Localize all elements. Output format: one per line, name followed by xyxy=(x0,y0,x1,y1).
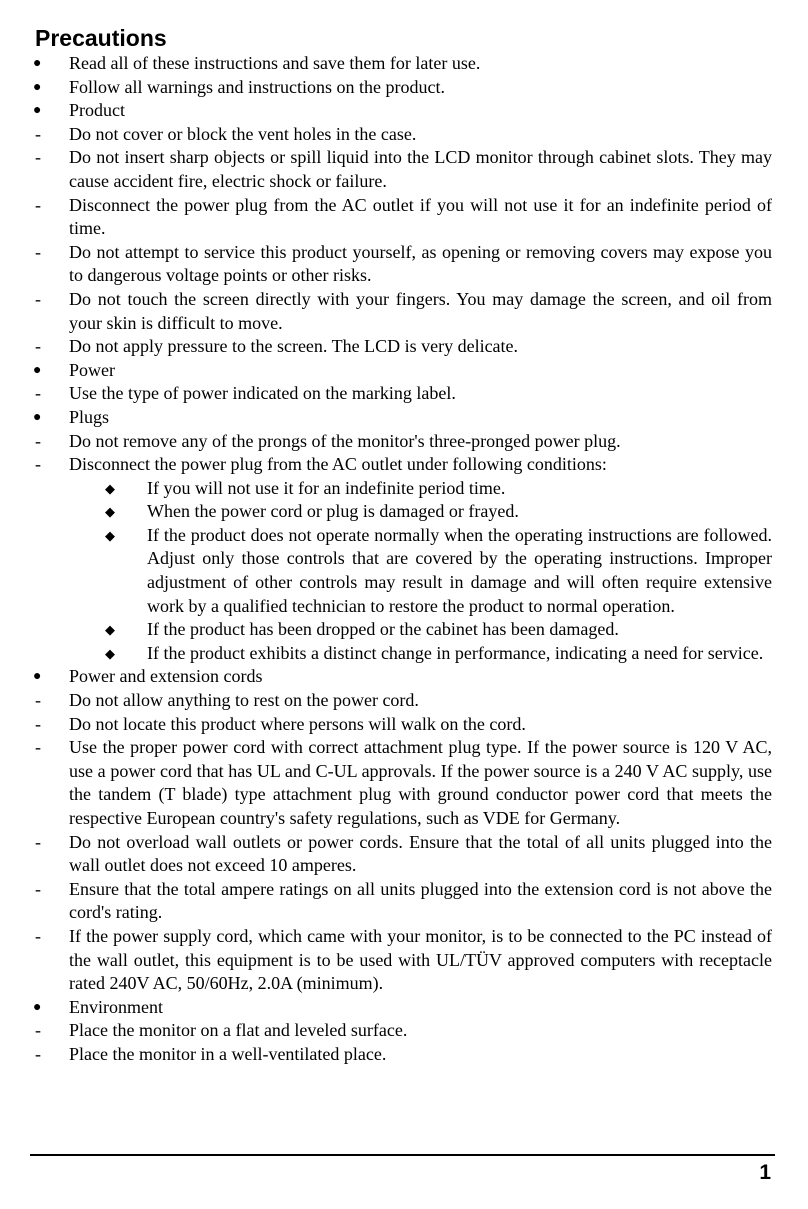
dash-marker-icon: - xyxy=(35,383,41,404)
list-item xyxy=(0,241,808,288)
footer-divider xyxy=(30,1154,775,1156)
list-item xyxy=(0,288,808,335)
list-item xyxy=(0,665,808,689)
list-item-text: Read all of these instructions and save them for later use. xyxy=(69,53,481,73)
list-item-text: Do not attempt to service this product yourself, as opening or removing covers may expose you to dangerous voltage points or other risks. xyxy=(69,241,772,286)
list-item-text: Use the type of power indicated on the marking label. xyxy=(69,383,456,404)
list-item-text: Do not insert sharp objects or spill liquid into the LCD monitor through cabinet slots. They may cause accident fire, electric shock or failure. xyxy=(69,147,772,191)
list-item xyxy=(0,430,808,454)
list-item-text: If the product exhibits a distinct change in performance, indicating a need for service. xyxy=(147,642,764,663)
dash-marker-icon: - xyxy=(35,1020,41,1041)
sub-list-item xyxy=(0,500,808,524)
dash-marker-icon: - xyxy=(35,194,41,215)
bullet-marker-icon: ● xyxy=(33,999,42,1015)
list-item xyxy=(0,76,808,100)
diamond-marker-icon: ◆ xyxy=(105,645,115,661)
list-item xyxy=(0,689,808,713)
list-item xyxy=(0,406,808,430)
dash-marker-icon: - xyxy=(35,831,41,852)
list-item xyxy=(0,99,808,123)
page-number: 1 xyxy=(759,1161,771,1184)
list-item-text: Do not apply pressure to the screen. The LCD is very delicate. xyxy=(69,336,519,357)
list-item-text: Use the proper power cord with correct attachment plug type. If the power source is 120 V AC, use a power cord that has UL and C-UL approvals. If the power source is a 240 V AC supply, use the tandem (T blade) type attachment plug with ground conductor power cord that meets the respective European country's safety regulations, such as VDE for Germany. xyxy=(69,737,772,828)
bullet-marker-icon: ● xyxy=(33,409,42,425)
diamond-marker-icon: ◆ xyxy=(105,480,115,496)
list-item xyxy=(0,194,808,241)
list-item-text: Product xyxy=(69,100,125,121)
list-item-text: Do not cover or block the vent holes in the case. xyxy=(69,123,417,144)
dash-marker-icon: - xyxy=(35,454,41,475)
list-item xyxy=(0,831,808,878)
list-item xyxy=(0,713,808,737)
precautions-list xyxy=(0,52,808,1067)
dash-marker-icon: - xyxy=(35,878,41,899)
list-item xyxy=(0,382,808,406)
list-item-text: Ensure that the total ampere ratings on all units plugged into the extension cord is not above the cord's rating. xyxy=(69,878,772,923)
list-item xyxy=(0,453,808,477)
bullet-marker-icon: ● xyxy=(33,362,42,378)
dash-marker-icon: - xyxy=(35,1043,41,1064)
bullet-marker-icon: ● xyxy=(33,103,42,119)
list-item-text: Place the monitor on a flat and leveled surface. xyxy=(69,1020,408,1041)
list-item xyxy=(0,1043,808,1067)
list-item-text: Do not remove any of the prongs of the monitor's three-pronged power plug. xyxy=(69,430,621,451)
list-item xyxy=(0,736,808,830)
list-item-text: Power xyxy=(69,359,115,380)
list-item-text: If you will not use it for an indefinite period time. xyxy=(147,477,506,498)
list-item-text: Power and extension cords xyxy=(69,666,263,687)
diamond-marker-icon: ◆ xyxy=(105,504,115,520)
list-item xyxy=(0,146,808,193)
list-item-text: Disconnect the power plug from the AC outlet under following conditions: xyxy=(69,454,607,475)
list-item xyxy=(0,52,808,76)
sub-list-item xyxy=(0,642,808,666)
sub-list-item xyxy=(0,524,808,618)
list-item-text: Do not touch the screen directly with your fingers. You may damage the screen, and oil from your skin is difficult to move. xyxy=(69,288,772,333)
bullet-marker-icon: ● xyxy=(33,669,42,685)
diamond-marker-icon: ◆ xyxy=(105,527,115,543)
list-item xyxy=(0,925,808,996)
list-item-text: Follow all warnings and instructions on the product. xyxy=(69,76,445,97)
dash-marker-icon: - xyxy=(35,123,41,144)
dash-marker-icon: - xyxy=(35,925,41,946)
bullet-marker-icon: ● xyxy=(33,56,42,71)
list-item-text: Plugs xyxy=(69,406,110,427)
list-item-text: If the product does not operate normally when the operating instructions are followed. Adjust only those controls that are covered by the operating instructions. Improper adjustment of other controls may result in damage and will often require extensive work by a qualified technician to restore the product to normal operation. xyxy=(147,524,772,616)
dash-marker-icon: - xyxy=(35,737,41,758)
dash-marker-icon: - xyxy=(35,336,41,357)
list-item-text: If the product has been dropped or the cabinet has been damaged. xyxy=(147,619,619,640)
list-item xyxy=(0,878,808,925)
dash-marker-icon: - xyxy=(35,713,41,734)
diamond-marker-icon: ◆ xyxy=(105,622,115,638)
bullet-marker-icon: ● xyxy=(33,79,42,95)
sub-list-item xyxy=(0,618,808,642)
list-item-text: Do not locate this product where persons will walk on the cord. xyxy=(69,713,526,734)
list-item-text: If the power supply cord, which came with your monitor, is to be connected to the PC instead of the wall outlet, this equipment is to be used with UL/TÜV approved computers with receptacle rated 240V AC, 50/60Hz, 2.0A (minimum). xyxy=(69,925,772,994)
list-item xyxy=(0,123,808,147)
list-item xyxy=(0,996,808,1020)
list-item-text: Disconnect the power plug from the AC outlet if you will not use it for an indefinite period of time. xyxy=(69,194,772,239)
list-item-text: When the power cord or plug is damaged or frayed. xyxy=(147,501,519,522)
list-item-text: Do not allow anything to rest on the power cord. xyxy=(69,690,419,711)
dash-marker-icon: - xyxy=(35,430,41,451)
list-item xyxy=(0,359,808,383)
list-item xyxy=(0,1019,808,1043)
page-title: Precautions xyxy=(35,25,167,51)
list-item-text: Do not overload wall outlets or power cords. Ensure that the total of all units plugged into the wall outlet does not exceed 10 amperes. xyxy=(69,831,772,876)
dash-marker-icon: - xyxy=(35,288,41,309)
dash-marker-icon: - xyxy=(35,147,41,168)
dash-marker-icon: - xyxy=(35,690,41,711)
list-item xyxy=(0,335,808,359)
list-item-text: Place the monitor in a well-ventilated place. xyxy=(69,1043,387,1064)
list-item-text: Environment xyxy=(69,996,163,1017)
dash-marker-icon: - xyxy=(35,241,41,262)
sub-list-item xyxy=(0,477,808,501)
